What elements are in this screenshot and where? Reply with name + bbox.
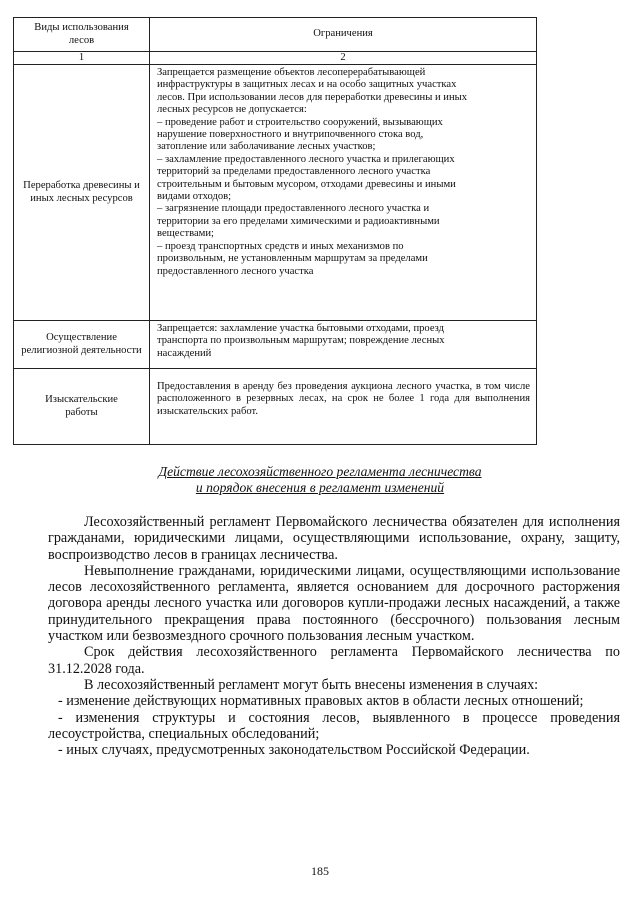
restrictions-table — [13, 17, 537, 445]
restriction-line: лесных ресурсов не допускается: — [157, 104, 307, 116]
restriction-line: – захламление предоставленного лесного участка и прилегающих — [157, 153, 455, 165]
header-usage-type: Виды использования лесов — [14, 18, 150, 52]
column-number-1: 1 — [14, 52, 150, 65]
restriction-line: – загрязнение площади предоставленного лесного участка и — [157, 203, 430, 215]
section-title-line: и порядок внесения в регламент изменений — [195, 480, 445, 495]
body-text — [48, 514, 620, 758]
table-row — [14, 65, 537, 321]
usage-type-cell: Переработка древесины и иных лесных ресурсов — [14, 65, 150, 321]
restriction-line: веществами; — [157, 228, 214, 240]
section-title — [0, 464, 640, 496]
usage-type-cell: Изыскательские работы — [14, 369, 150, 445]
restriction-line: предоставленного лесного участка — [157, 265, 314, 277]
page-number: 185 — [311, 864, 329, 878]
restriction-line: территории за его пределами химическими и радиоактивными — [157, 215, 440, 227]
restriction-line: насаждений — [157, 347, 212, 359]
restriction-cell: Предоставления в аренду без проведения аукциона лесного участка, в том числе расположенного в резервных лесах, на срок не более 1 года для выполнения изыскательских работ. — [150, 369, 537, 445]
paragraph: Лесохозяйственный регламент Первомайского лесничества обязателен для исполнения гражданами, юридическими лицами, осуществляющими использование, охрану, защиту, воспроизводство лесов в границах лесничества. — [48, 514, 620, 563]
restriction-line: нарушение поверхностного и внутрипочвенного стока вод, — [157, 129, 424, 141]
table-row — [14, 369, 537, 445]
header-restrictions: Ограничения — [150, 18, 537, 52]
restriction-line: затопление или заболачивание лесных участков; — [157, 141, 376, 153]
table-row — [14, 321, 537, 369]
restriction-line: – проезд транспортных средств и иных механизмов по — [157, 240, 404, 252]
restriction-line: территорий за пределами предоставленного лесного участка — [157, 166, 431, 178]
restriction-line: инфраструктуры в защитных лесах и на особо защитных участках — [157, 79, 457, 91]
section-title-line: Действие лесохозяйственного регламента лесничества — [158, 464, 482, 479]
list-item: - изменение действующих нормативных правовых актов в области лесных отношений; — [58, 693, 584, 710]
usage-type-cell: Осуществление религиозной деятельности — [14, 321, 150, 369]
restriction-cell — [150, 65, 537, 321]
paragraph: В лесохозяйственный регламент могут быть внесены изменения в случаях: — [84, 676, 539, 693]
restriction-line: Запрещается размещение объектов лесоперерабатывающей — [157, 67, 426, 78]
list-item: - изменения структуры и состояния лесов, выявленного в процессе проведения лесоустройства, специальных обследований; — [48, 709, 620, 742]
paragraph: Срок действия лесохозяйственного регламента Первомайского лесничества по 31.12.2028 года. — [48, 644, 620, 677]
restriction-line: строительным и бытовым мусором, отходами древесины и иными — [157, 178, 456, 190]
paragraph: Невыполнение гражданами, юридическими лицами, осуществляющими использование лесов лесохозяйственного регламента, является основанием для досрочного расторжения договора аренды лесного участка или договоров купли-продажи лесных насаждений, а также принудительного прекращения права постоянного (бессрочного) пользования лесным участком или безвозмездного срочного пользования лесным участком. — [48, 562, 620, 645]
restriction-line: видами отходов; — [157, 191, 232, 203]
restriction-line: – проведение работ и строительство сооружений, вызывающих — [157, 116, 443, 128]
restriction-line: Запрещается: захламление участка бытовыми отходами, проезд — [157, 323, 445, 334]
list-item: - иных случаях, предусмотренных законодательством Российской Федерации. — [58, 742, 530, 759]
restriction-line: транспорта по произвольным маршрутам; повреждение лесных — [157, 335, 445, 347]
restriction-line: лесов. При использовании лесов для переработки древесины и иных — [157, 91, 468, 103]
restriction-cell — [150, 321, 537, 369]
column-number-2: 2 — [150, 52, 537, 65]
restriction-line: произвольным, не установленным маршрутам за пределами — [157, 253, 428, 265]
